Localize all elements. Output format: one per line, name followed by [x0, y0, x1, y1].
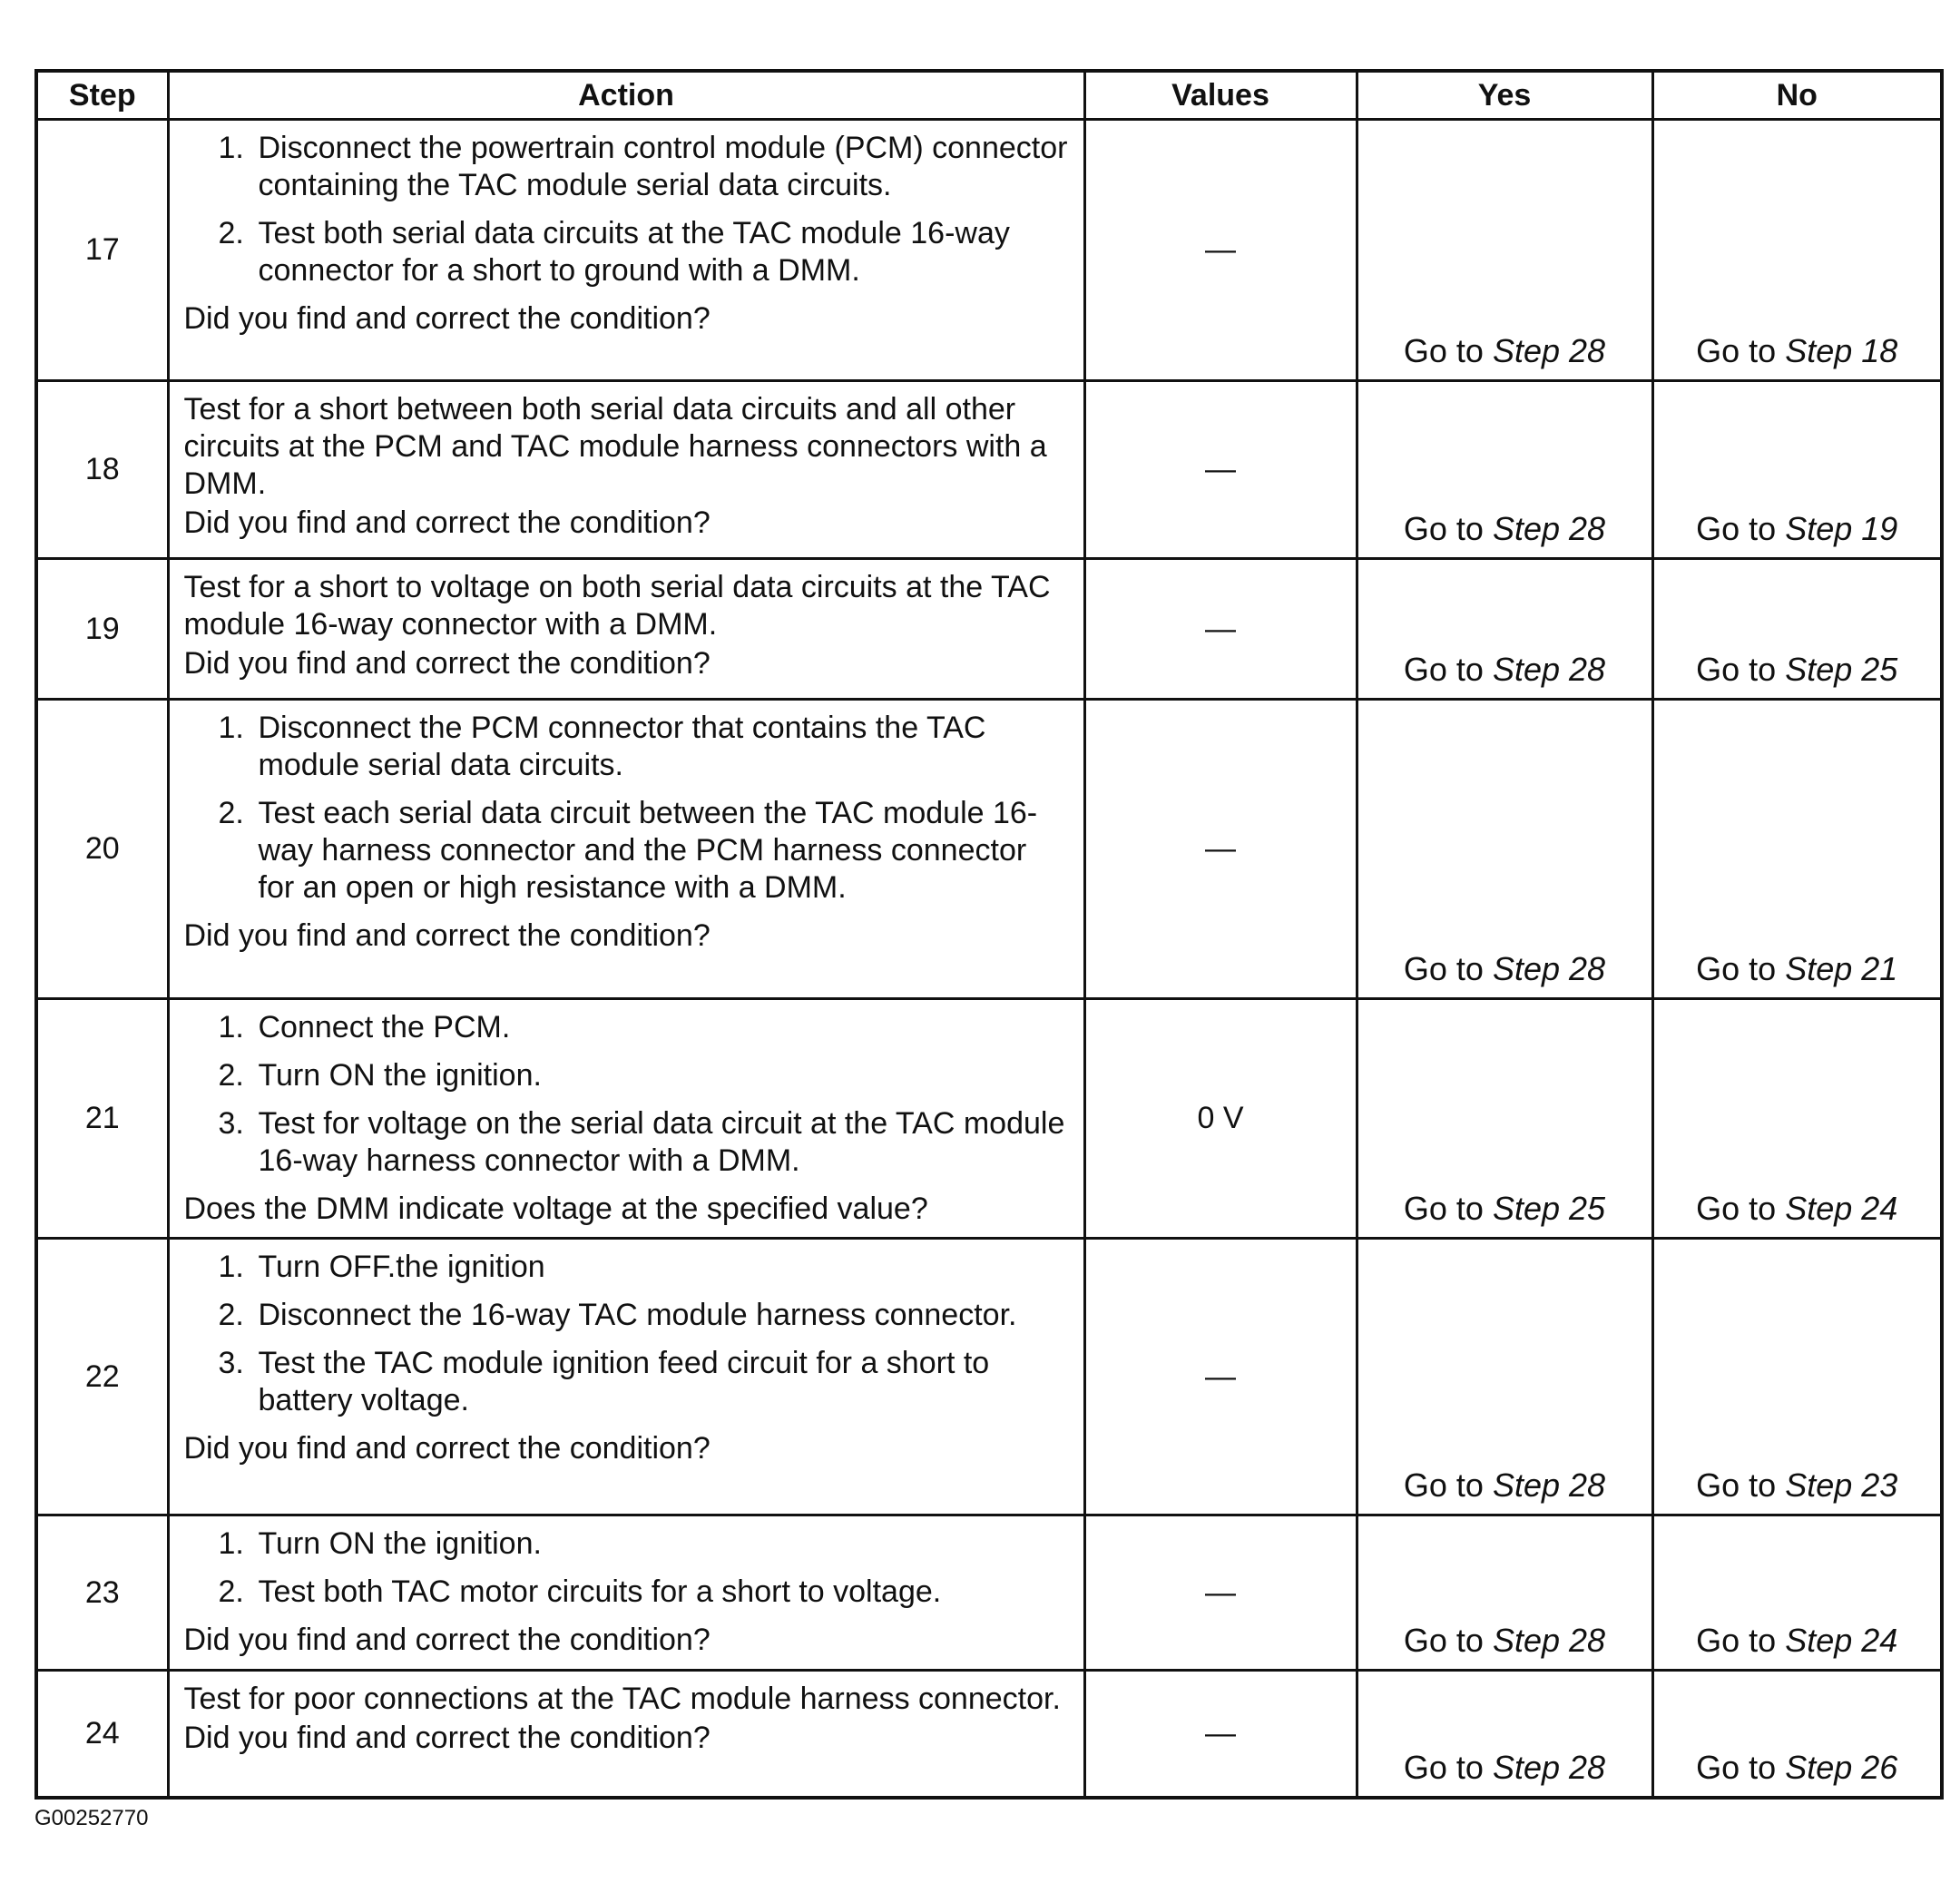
- no-goto-prefix: Go to: [1696, 1190, 1786, 1227]
- header-row: [36, 71, 1942, 120]
- action-step-number: 3.: [218, 1346, 244, 1380]
- table-row: [36, 1671, 1942, 1798]
- action-step-number: 1.: [218, 131, 244, 165]
- header-no: No: [1652, 71, 1942, 120]
- no-cell: [1652, 999, 1942, 1239]
- action-step-text: Test both serial data circuits at the TAC module 16-way connector for a short to ground with a DMM.: [258, 216, 1010, 288]
- value-cell: —: [1084, 700, 1357, 999]
- yes-cell: [1357, 120, 1652, 381]
- table-row: [36, 1239, 1942, 1515]
- action-step-text: Disconnect the 16-way TAC module harness connector.: [258, 1298, 1017, 1332]
- action-step-text: Connect the PCM.: [258, 1010, 511, 1044]
- action-text: Test for a short between both serial data circuits and all other circuits at the PCM and TAC module harness connectors with a DMM.: [183, 392, 1047, 501]
- action-step-text: Test each serial data circuit between the TAC module 16-way harness connector and the PCM harness connector for an open or high resistance with a DMM.: [258, 796, 1038, 905]
- action-cell: [168, 120, 1084, 381]
- diagnostic-table: [34, 69, 1944, 1800]
- action-step-text: Turn ON the ignition.: [258, 1058, 542, 1093]
- no-goto-step: Step 24: [1785, 1622, 1898, 1659]
- step-number: 21: [36, 999, 168, 1239]
- no-goto-step: Step 18: [1785, 332, 1898, 369]
- value-cell: —: [1084, 120, 1357, 381]
- action-step-text: Test for voltage on the serial data circuit at the TAC module 16-way harness connector with a DMM.: [258, 1106, 1065, 1178]
- action-question: Does the DMM indicate voltage at the specified value?: [183, 1192, 928, 1226]
- action-question: Did you find and correct the condition?: [183, 1721, 710, 1755]
- yes-goto-step: Step 28: [1492, 1622, 1606, 1659]
- action-cell: [168, 559, 1084, 700]
- action-step-number: 3.: [218, 1106, 244, 1141]
- no-goto-step: Step 21: [1785, 950, 1898, 987]
- action-step-number: 2.: [218, 1058, 244, 1093]
- no-goto-prefix: Go to: [1696, 651, 1786, 688]
- action-step-number: 1.: [218, 1250, 244, 1284]
- action-cell: [168, 1671, 1084, 1798]
- header-step: Step: [36, 71, 168, 120]
- no-goto-prefix: Go to: [1696, 950, 1786, 987]
- no-goto-prefix: Go to: [1696, 1748, 1786, 1786]
- action-cell: [168, 1239, 1084, 1515]
- action-cell: [168, 999, 1084, 1239]
- yes-goto-prefix: Go to: [1403, 950, 1493, 987]
- value-cell: —: [1084, 1515, 1357, 1671]
- value-cell: —: [1084, 1239, 1357, 1515]
- yes-goto-prefix: Go to: [1403, 1466, 1493, 1504]
- action-step-text: Turn OFF.the ignition: [258, 1250, 545, 1284]
- yes-cell: [1357, 999, 1652, 1239]
- action-step-text: Disconnect the powertrain control module (PCM) connector containing the TAC module serial data circuits.: [258, 131, 1068, 202]
- value-cell: —: [1084, 381, 1357, 559]
- no-goto-step: Step 24: [1785, 1190, 1898, 1227]
- action-step-item: [184, 710, 1071, 784]
- value-cell: —: [1084, 559, 1357, 700]
- no-goto-step: Step 25: [1785, 651, 1898, 688]
- action-step-text: Test the TAC module ignition feed circuit for a short to battery voltage.: [258, 1346, 990, 1417]
- yes-cell: [1357, 1515, 1652, 1671]
- no-goto-step: Step 23: [1785, 1466, 1898, 1504]
- action-step-number: 2.: [218, 1298, 244, 1332]
- yes-cell: [1357, 700, 1652, 999]
- action-step-item: [184, 1057, 1071, 1094]
- table-row: [36, 999, 1942, 1239]
- action-cell: [168, 381, 1084, 559]
- action-step-text: Test both TAC motor circuits for a short to voltage.: [258, 1574, 942, 1609]
- table-row: [36, 1515, 1942, 1671]
- step-number: 23: [36, 1515, 168, 1671]
- step-number: 17: [36, 120, 168, 381]
- step-number: 22: [36, 1239, 168, 1515]
- table-row: [36, 559, 1942, 700]
- action-step-item: [184, 1009, 1071, 1046]
- action-cell: [168, 700, 1084, 999]
- action-steps-list: [184, 710, 1071, 907]
- yes-goto-step: Step 28: [1492, 332, 1606, 369]
- action-steps-list: [184, 130, 1071, 289]
- header-yes: Yes: [1357, 71, 1652, 120]
- step-number: 24: [36, 1671, 168, 1798]
- action-question: Did you find and correct the condition?: [183, 1623, 710, 1657]
- action-question: Did you find and correct the condition?: [183, 646, 710, 681]
- action-step-number: 1.: [218, 711, 244, 745]
- yes-goto-prefix: Go to: [1403, 510, 1493, 547]
- yes-goto-step: Step 28: [1492, 1466, 1606, 1504]
- yes-goto-step: Step 28: [1492, 950, 1606, 987]
- header-values: Values: [1084, 71, 1357, 120]
- no-goto-step: Step 19: [1785, 510, 1898, 547]
- action-question: Did you find and correct the condition?: [183, 505, 710, 540]
- yes-cell: [1357, 559, 1652, 700]
- action-steps-list: [184, 1525, 1071, 1611]
- header-action: Action: [168, 71, 1084, 120]
- action-step-item: [184, 1345, 1071, 1419]
- action-step-number: 1.: [218, 1010, 244, 1044]
- yes-goto-step: Step 28: [1492, 510, 1606, 547]
- value-cell: 0 V: [1084, 999, 1357, 1239]
- action-step-number: 1.: [218, 1526, 244, 1561]
- no-cell: [1652, 559, 1942, 700]
- action-question: Did you find and correct the condition?: [183, 301, 710, 336]
- yes-goto-prefix: Go to: [1403, 651, 1493, 688]
- yes-cell: [1357, 381, 1652, 559]
- action-steps-list: [184, 1009, 1071, 1180]
- no-goto-prefix: Go to: [1696, 510, 1786, 547]
- action-text: Test for a short to voltage on both serial data circuits at the TAC module 16-way connector with a DMM.: [183, 570, 1051, 642]
- no-cell: [1652, 1671, 1942, 1798]
- step-number: 20: [36, 700, 168, 999]
- no-goto-prefix: Go to: [1696, 1466, 1786, 1504]
- no-cell: [1652, 1239, 1942, 1515]
- action-question: Did you find and correct the condition?: [183, 1431, 710, 1466]
- action-step-number: 2.: [218, 796, 244, 830]
- action-step-item: [184, 1249, 1071, 1286]
- action-step-item: [184, 215, 1071, 289]
- yes-goto-prefix: Go to: [1403, 1190, 1493, 1227]
- table-row: [36, 381, 1942, 559]
- yes-goto-step: Step 28: [1492, 1748, 1606, 1786]
- yes-cell: [1357, 1239, 1652, 1515]
- yes-goto-prefix: Go to: [1403, 1622, 1493, 1659]
- action-step-item: [184, 1297, 1071, 1334]
- no-goto-prefix: Go to: [1696, 1622, 1786, 1659]
- action-step-item: [184, 1525, 1071, 1563]
- no-goto-step: Step 26: [1785, 1748, 1898, 1786]
- figure-id: G00252770: [34, 1806, 149, 1830]
- no-cell: [1652, 1515, 1942, 1671]
- action-step-item: [184, 795, 1071, 907]
- step-number: 18: [36, 381, 168, 559]
- action-step-number: 2.: [218, 216, 244, 250]
- table-row: [36, 120, 1942, 381]
- yes-goto-prefix: Go to: [1403, 332, 1493, 369]
- action-question: Did you find and correct the condition?: [183, 918, 710, 953]
- no-cell: [1652, 120, 1942, 381]
- no-cell: [1652, 381, 1942, 559]
- action-step-item: [184, 1574, 1071, 1611]
- action-step-number: 2.: [218, 1574, 244, 1609]
- action-step-item: [184, 1105, 1071, 1180]
- action-step-text: Disconnect the PCM connector that contains the TAC module serial data circuits.: [258, 711, 986, 782]
- no-cell: [1652, 700, 1942, 999]
- step-number: 19: [36, 559, 168, 700]
- action-step-text: Turn ON the ignition.: [258, 1526, 542, 1561]
- yes-goto-prefix: Go to: [1403, 1748, 1493, 1786]
- no-goto-prefix: Go to: [1696, 332, 1786, 369]
- action-steps-list: [184, 1249, 1071, 1419]
- action-cell: [168, 1515, 1084, 1671]
- yes-cell: [1357, 1671, 1652, 1798]
- yes-goto-step: Step 25: [1492, 1190, 1606, 1227]
- table-row: [36, 700, 1942, 999]
- action-step-item: [184, 130, 1071, 204]
- value-cell: —: [1084, 1671, 1357, 1798]
- yes-goto-step: Step 28: [1492, 651, 1606, 688]
- action-text: Test for poor connections at the TAC module harness connector.: [183, 1682, 1061, 1716]
